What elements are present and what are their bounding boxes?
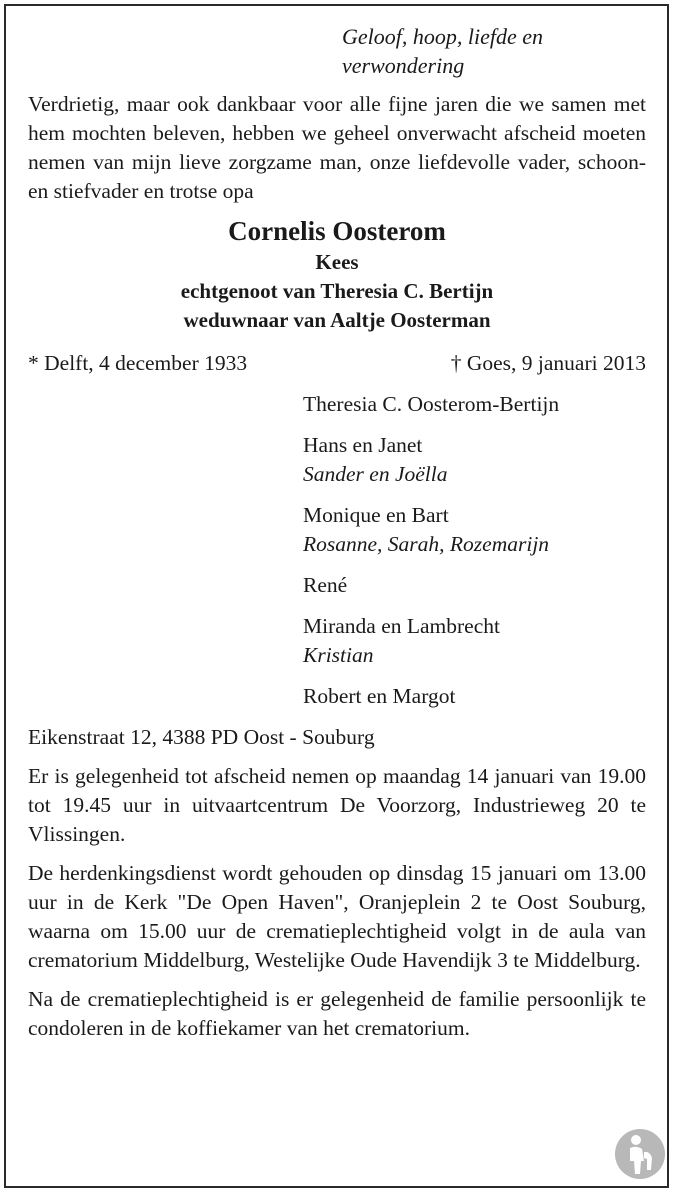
deceased-name: Cornelis Oosterom: [228, 216, 446, 246]
family-names: Theresia C. Oosterom-Bertijn: [303, 392, 560, 416]
birth-date: * Delft, 4 december 1933: [28, 351, 248, 375]
obituary-notice: [28, 22, 646, 1043]
condolence-text: Na de crematieplechtigheid is er gelegenheid de familie persoonlijk te condoleren in de koffiekamer van het crematorium.: [28, 987, 646, 1040]
family-names: Robert en Margot: [303, 684, 456, 708]
family-names: Hans en Janet: [303, 433, 423, 457]
family-group: [303, 390, 646, 419]
family-names: Miranda en Lambrecht: [303, 614, 500, 638]
family-grandchildren: Rosanne, Sarah, Rozemarijn: [303, 532, 550, 556]
family-group: [303, 612, 646, 670]
motto: [342, 22, 646, 80]
farewell-text: Er is gelegenheid tot afscheid nemen op maandag 14 januari van 19.00 tot 19.45 uur in uitvaartcentrum De Voorzorg, Industrieweg 20 te Vlissingen.: [28, 764, 646, 846]
family-names: Monique en Bart: [303, 503, 449, 527]
deceased-block: [28, 214, 646, 335]
intro-text: Verdrietig, maar ook dankbaar voor alle fijne jaren die we samen met hem mochten beleven, hebben we geheel onverwacht afscheid moeten nemen van mijn lieve zorgzame man, onze liefdevolle vader, schoon- en stiefvader en trotse opa: [28, 92, 646, 203]
family-grandchildren: Sander en Joëlla: [303, 462, 448, 486]
family-group: [303, 682, 646, 711]
person-silhouette-logo-icon: [614, 1128, 666, 1180]
family-names: René: [303, 573, 348, 597]
deceased-widower: weduwnaar van Aaltje Oosterman: [183, 308, 491, 332]
family-list: [303, 390, 646, 711]
deceased-spouse: echtgenoot van Theresia C. Bertijn: [180, 279, 494, 303]
death-date: † Goes, 9 januari 2013: [450, 351, 646, 375]
home-address: Eikenstraat 12, 4388 PD Oost - Souburg: [28, 725, 375, 749]
family-group: [303, 571, 646, 600]
family-grandchildren: Kristian: [303, 643, 374, 667]
family-group: [303, 501, 646, 559]
motto-line: Geloof, hoop, liefde en: [342, 24, 544, 49]
motto-line: verwondering: [342, 53, 465, 78]
dates-row: [28, 349, 646, 378]
service-text: De herdenkingsdienst wordt gehouden op dinsdag 15 januari om 13.00 uur in de Kerk "De Open Haven", Oranjeplein 2 te Oost Souburg, waarna om 15.00 uur de crematieplechtigheid volgt in de aula van crematorium Middelburg, Westelijke Oude Havendijk 3 te Middelburg.: [28, 861, 646, 972]
family-group: [303, 431, 646, 489]
deceased-nickname: Kees: [315, 250, 359, 274]
